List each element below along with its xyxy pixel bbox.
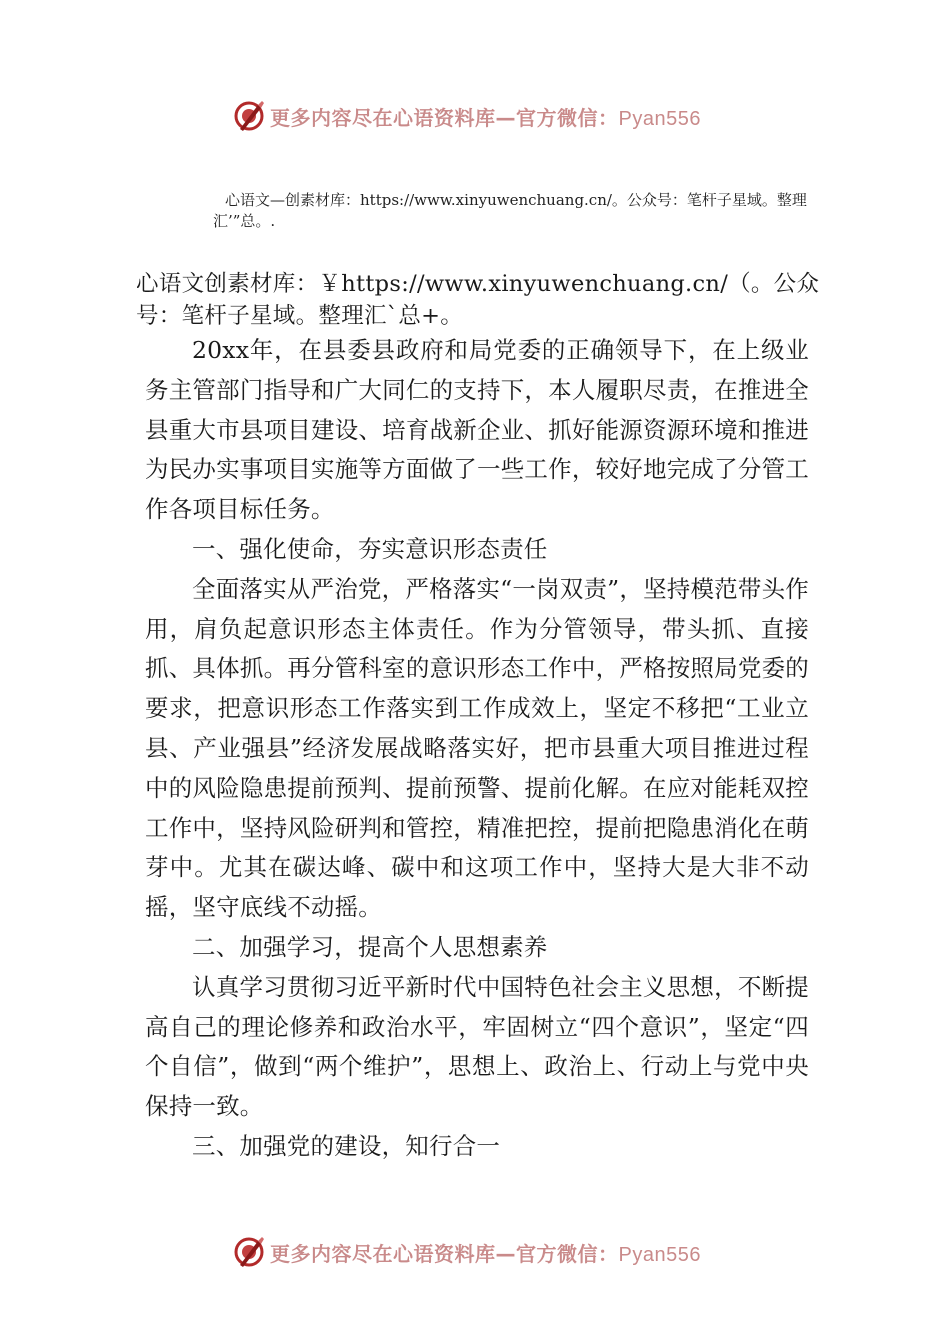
- header-note: 心语文—创素材库：https://www.xinyuwenchuang.cn/。公众号：笔杆子星域。整理汇’”总。.: [213, 191, 807, 230]
- pen-logo-icon: [232, 99, 266, 133]
- top-watermark-banner: [232, 96, 701, 136]
- section-heading-2: 二、加强学习，提高个人思想素养: [192, 932, 548, 961]
- banner-wechat-id: Pyan556: [618, 107, 701, 130]
- document-body: [145, 331, 809, 1167]
- paragraph-section-2: 认真学习贯彻习近平新时代中国特色社会主义思想，不断提高自己的理论修养和政治水平，牢固树立“四个意识”，坚定“四个自信”，做到“两个维护”，思想上、政治上、行动上与党中央保持一致。: [145, 972, 809, 1121]
- banner-text-part1: 更多内容尽在心语资料库: [270, 105, 496, 130]
- section-heading-3: 三、加强党的建设，知行合一: [192, 1131, 501, 1160]
- banner-text-part1: 更多内容尽在心语资料库: [270, 1241, 496, 1266]
- paragraph-section-1: 全面落实从严治党，严格落实“一岗双责”，坚持模范带头作用，肩负起意识形态主体责任。作为分管领导，带头抓、直接抓、具体抓。再分管科室的意识形态工作中，严格按照局党委的要求，把意识形态工作落实到工作成效上，坚定不移把“工业立县、产业强县”经济发展战略落实好，把市县重大项目推进过程中的风险隐患提前预判、提前预警、提前化解。在应对能耗双控工作中，坚持风险研判和管控，精准把控，提前把隐患消化在萌芽中。尤其在碳达峰、碳中和这项工作中，坚持大是大非不动摇，坚守底线不动摇。: [145, 574, 809, 922]
- pen-logo-icon: [232, 1235, 266, 1269]
- banner-text: [270, 1238, 701, 1267]
- banner-wechat-id: Pyan556: [618, 1243, 701, 1266]
- banner-text-part2: —官方微信：: [495, 1241, 619, 1266]
- banner-text-part2: —官方微信：: [495, 105, 619, 130]
- intro-line: 心语文创素材库：￥https://www.xinyuwenchuang.cn/（。公众号：笔杆子星域。整理汇`总+。: [136, 271, 820, 329]
- banner-text: [270, 102, 701, 131]
- paragraph-intro: 20xx年，在县委县政府和局党委的正确领导下，在上级业务主管部门指导和广大同仁的支持下，本人履职尽责，在推进全县重大市县项目建设、培育战新企业、抓好能源资源环境和推进为民办实事项目实施等方面做了一些工作，较好地完成了分管工作各项目标任务。: [145, 336, 809, 524]
- bottom-watermark-banner: [232, 1232, 701, 1272]
- section-heading-1: 一、强化使命，夯实意识形态责任: [192, 534, 548, 563]
